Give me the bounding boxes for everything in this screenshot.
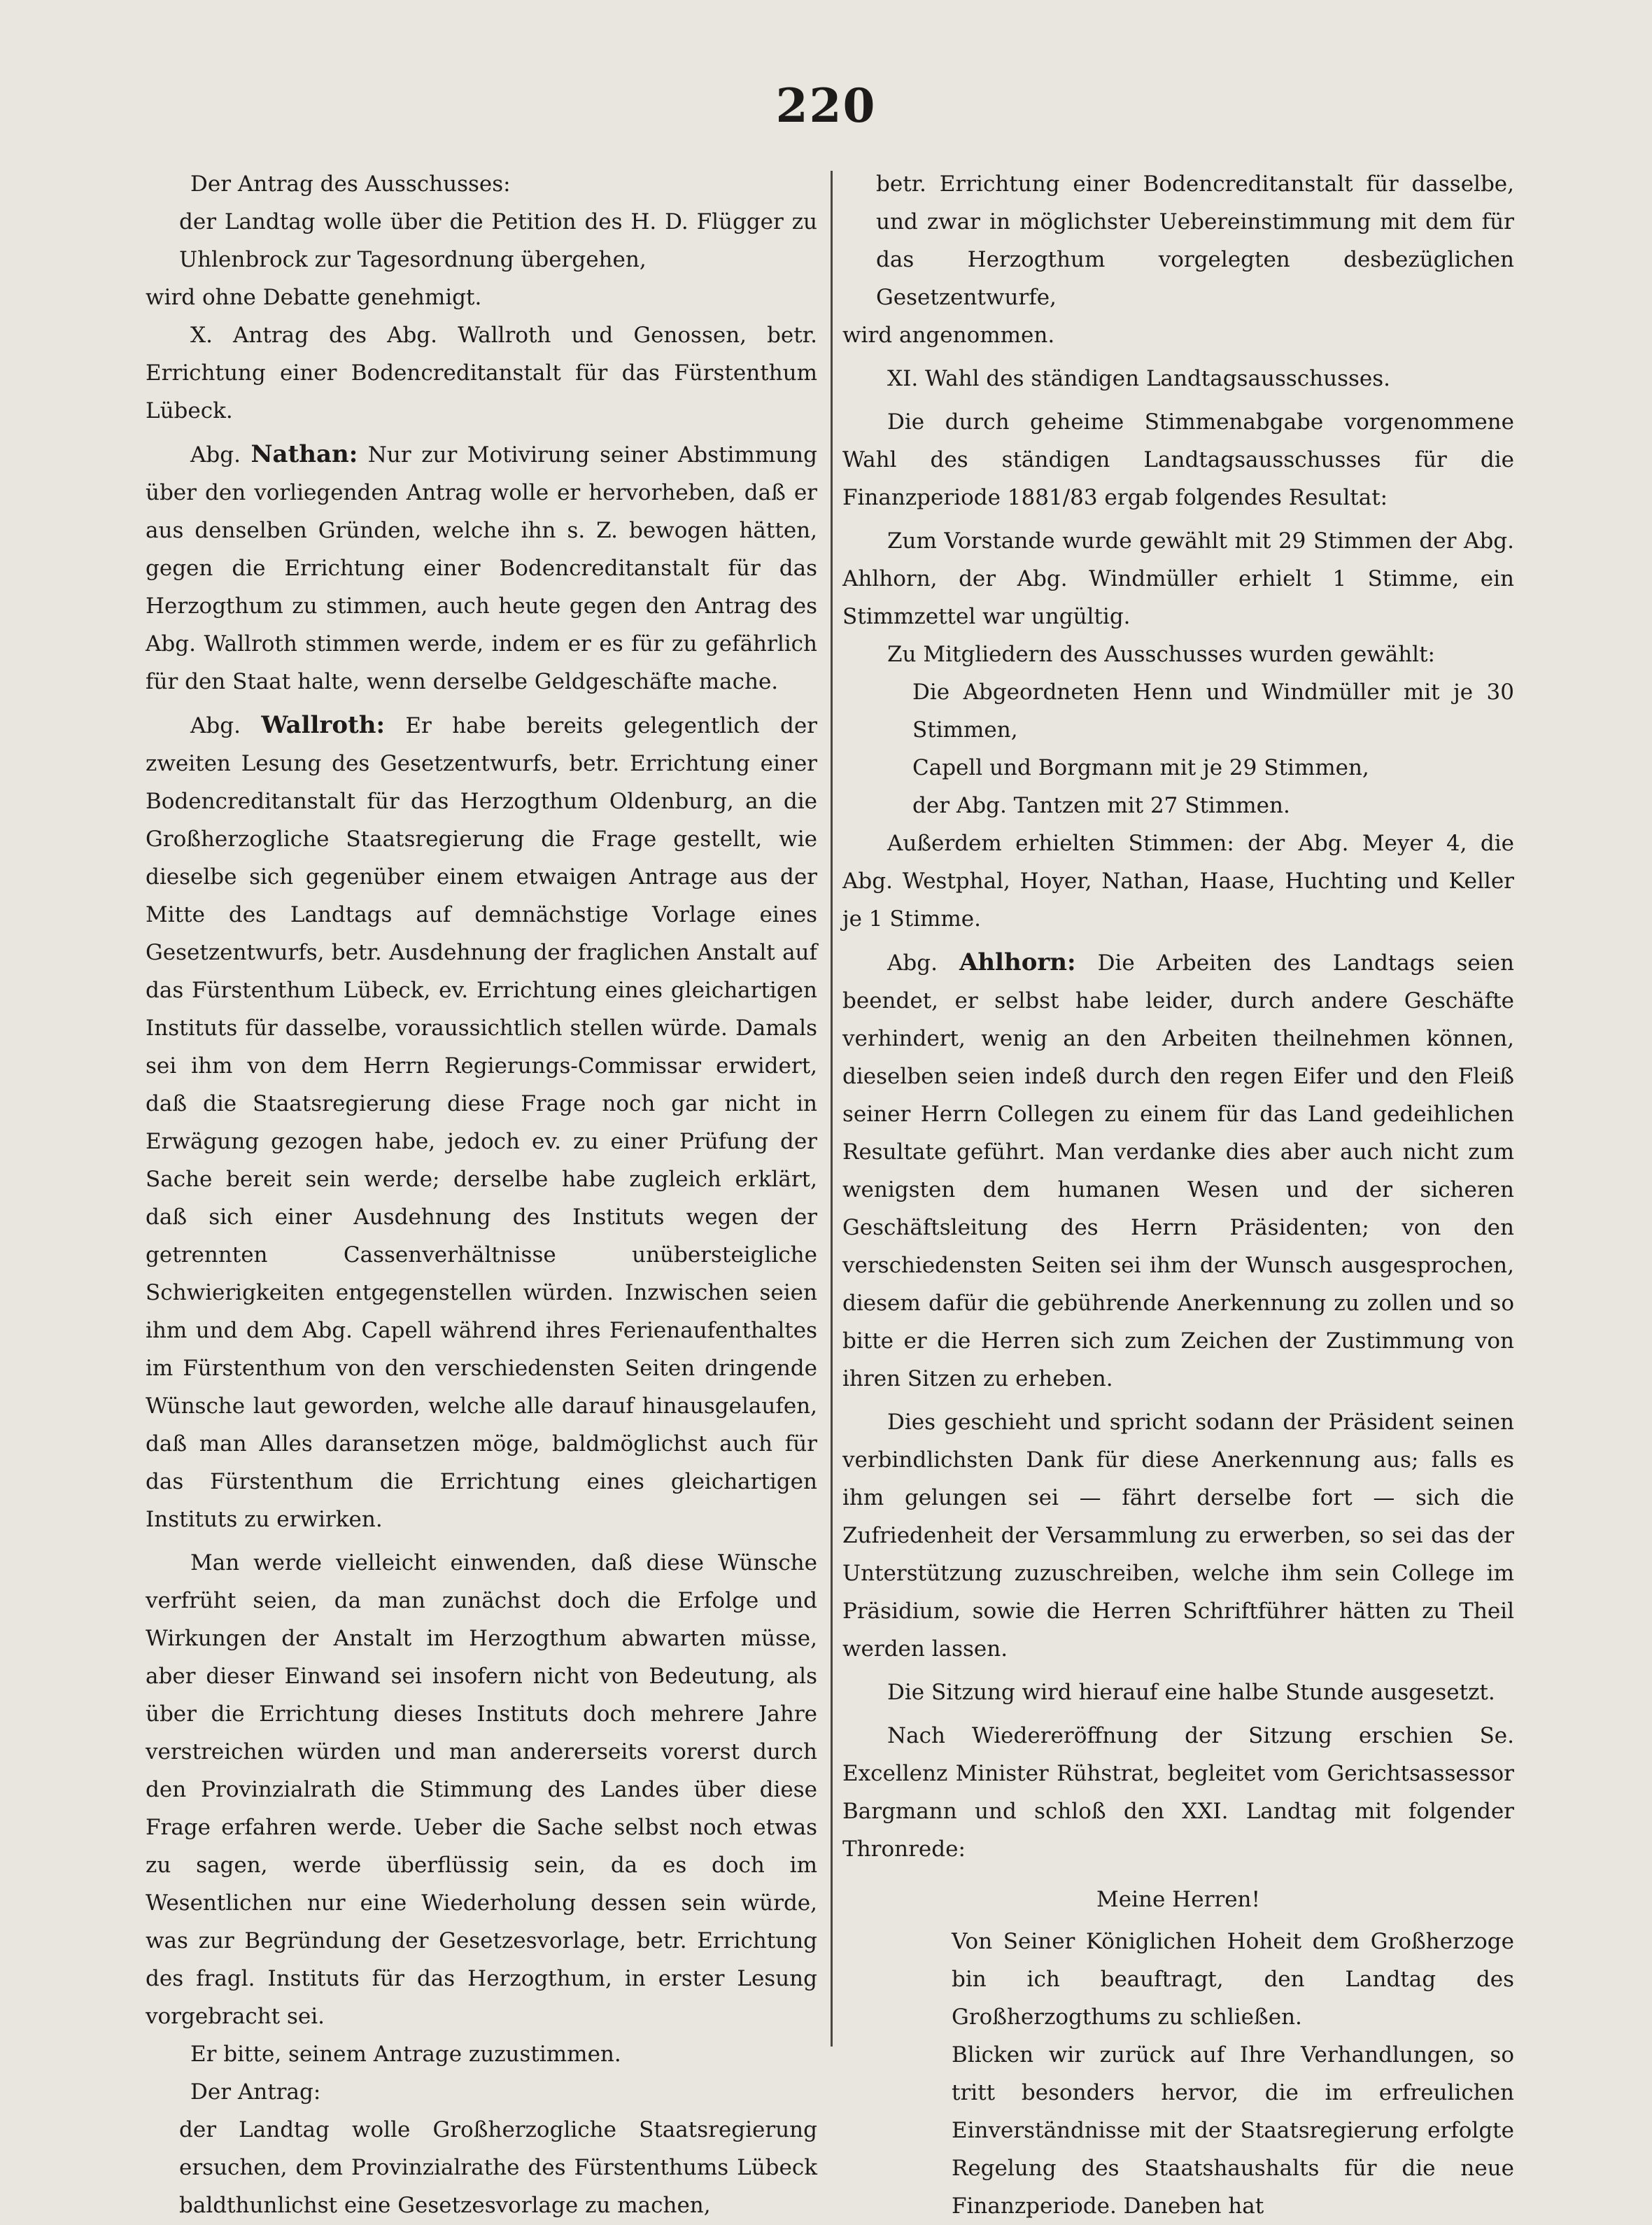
speaker-name: Ahlhorn:	[959, 948, 1076, 976]
speaker-prefix: Abg.	[887, 950, 938, 976]
agenda-item-xi: XI. Wahl des ständigen Landtagsausschusses.	[887, 366, 1390, 391]
paragraph: Von Seiner Königlichen Hoheit dem Großherzoge bin ich beauftragt, den Landtag des Großherzogthums zu schließen.	[952, 1929, 1514, 2030]
paragraph: Blicken wir zurück auf Ihre Verhandlungen, so tritt besonders hervor, die im erfreulichen Einverständnisse mit der Staatsregierung erfolgte Regelung des Staatshaushalts für die neue Finanzperiode. Daneben hat	[952, 2042, 1514, 2219]
page-number: 220	[775, 78, 877, 133]
speech-text: Er habe bereits gelegentlich der zweiten Lesung des Gesetzentwurfs, betr. Errichtung einer Bodencreditanstalt für das Herzogthum Oldenburg, an die Großherzogliche Staatsregierung die Frage gestellt, wie dieselbe sich gegenüber einem etwaigen Antrage aus der Mitte des Landtags auf demnächstige Vorlage eines Gesetzentwurfs, betr. Ausdehnung der fraglichen Anstalt auf das Fürstenthum Lübeck, ev. Errichtung eines gleichartigen Instituts für dasselbe, voraussichtlich stellen würde. Damals sei ihm von dem Herrn Regierungs-Commissar erwidert, daß die Staatsregierung diese Frage noch gar nicht in Erwägung gezogen habe, jedoch ev. zu einer Prüfung der Sache bereit sein werde; derselbe habe zugleich erklärt, daß sich einer Ausdehnung des Instituts wegen der getrennten Cassenverhältnisse unübersteigliche Schwierigkeiten entgegenstellen würden. Inzwischen seien ihm und dem Abg. Capell während ihres Ferienaufenthaltes im Fürstenthum von den verschiedensten Seiten dringende Wünsche laut geworden, welche alle darauf hinausgelaufen, daß man Alles daransetzen möge, baldmöglichst auch für das Fürstenthum die Errichtung eines gleichartigen Instituts zu erwirken.	[146, 713, 817, 1532]
paragraph: Capell und Borgmann mit je 29 Stimmen,	[912, 755, 1369, 780]
paragraph	[842, 943, 1514, 1398]
speaker-name: Wallroth:	[261, 711, 386, 739]
paragraph: Dies geschieht und spricht sodann der Präsident seinen verbindlichsten Dank für diese Anerkennung aus; falls es ihm gelungen sei — fährt derselbe fort — sich die Zufriedenheit der Versammlung zu erwerben, so sei das der Unterstützung zuzuschreiben, welche ihm sein College im Präsidium, sowie die Herren Schriftführer hätten zu Theil werden lassen.	[842, 1410, 1514, 1662]
paragraph: der Landtag wolle Großherzogliche Staatsregierung ersuchen, dem Provinzialrathe des Fürstenthums Lübeck baldthunlichst eine Gesetzesvorlage zu machen,	[179, 2117, 817, 2218]
paragraph: der Abg. Tantzen mit 27 Stimmen.	[912, 793, 1290, 818]
right-column	[842, 165, 1514, 2225]
paragraph: Der Antrag:	[190, 2079, 321, 2105]
speech-text: Nur zur Motivirung seiner Abstimmung über den vorliegenden Antrag wolle er hervorheben, daß er aus denselben Gründen, welche ihn s. Z. bewogen hätten, gegen die Errichtung einer Bodencreditanstalt für das Herzogthum zu stimmen, auch heute gegen den Antrag des Abg. Wallroth stimmen werde, indem er es für zu gefährlich für den Staat halte, wenn derselbe Geldgeschäfte mache.	[146, 442, 817, 694]
speaker-prefix: Abg.	[190, 442, 241, 468]
speaker-prefix: Abg.	[190, 713, 241, 738]
paragraph: der Landtag wolle über die Petition des H. D. Flügger zu Uhlenbrock zur Tagesordnung übergehen,	[179, 209, 817, 272]
paragraph: Nach Wiedereröffnung der Sitzung erschien Se. Excellenz Minister Rühstrat, begleitet vom Gerichtsassessor Bargmann und schloß den XXI. Landtag mit folgender Thronrede:	[842, 1723, 1514, 1862]
paragraph	[146, 706, 817, 1538]
paragraph: Außerdem erhielten Stimmen: der Abg. Meyer 4, die Abg. Westphal, Hoyer, Nathan, Haase, Huchting und Keller je 1 Stimme.	[842, 831, 1514, 932]
paragraph: betr. Errichtung einer Bodencreditanstalt für dasselbe, und zwar in möglichster Uebereinstimmung mit dem für das Herzogthum vorgelegten desbezüglichen Gesetzentwurfe,	[876, 171, 1514, 310]
column-divider	[831, 171, 833, 2047]
paragraph: Die Sitzung wird hierauf eine halbe Stunde ausgesetzt.	[887, 1680, 1495, 1705]
speaker-name: Nathan:	[250, 440, 358, 468]
paragraph: Die durch geheime Stimmenabgabe vorgenommene Wahl des ständigen Landtagsausschusses für die Finanzperiode 1881/83 ergab folgendes Resultat:	[842, 409, 1514, 510]
paragraph: Zum Vorstande wurde gewählt mit 29 Stimmen der Abg. Ahlhorn, der Abg. Windmüller erhielt 1 Stimme, ein Stimmzettel war ungültig.	[842, 528, 1514, 629]
paragraph: Die Abgeordneten Henn und Windmüller mit je 30 Stimmen,	[912, 680, 1514, 743]
paragraph: Er bitte, seinem Antrage zuzustimmen.	[190, 2042, 621, 2067]
paragraph	[146, 435, 817, 701]
paragraph: Zu Mitgliedern des Ausschusses wurden gewählt:	[887, 642, 1435, 667]
paragraph: wird ohne Debatte genehmigt.	[146, 285, 482, 310]
speech-salutation: Meine Herren!	[1096, 1887, 1260, 1912]
left-column	[146, 165, 817, 2224]
speech-text: Die Arbeiten des Landtags seien beendet, er selbst habe leider, durch andere Geschäfte verhindert, wenig an den Arbeiten theilnehmen können, dieselben seien indeß durch den regen Eifer und den Fleiß seiner Herrn Collegen zu einem für das Land gedeihlichen Resultate geführt. Man verdanke dies aber auch nicht zum wenigsten dem humanen Wesen und der sicheren Geschäftsleitung des Herrn Präsidenten; von den verschiedensten Seiten sei ihm der Wunsch ausgesprochen, diesem dafür die gebührende Anerkennung zu zollen und so bitte er die Herren sich zum Zeichen der Zustimmung von ihren Sitzen zu erheben.	[842, 950, 1514, 1391]
agenda-item-x: X. Antrag des Abg. Wallroth und Genossen, betr. Errichtung einer Bodencreditanstalt für das Fürstenthum Lübeck.	[146, 323, 817, 423]
paragraph: wird angenommen.	[842, 323, 1055, 348]
paragraph: Der Antrag des Ausschusses:	[190, 171, 511, 197]
paragraph: Man werde vielleicht einwenden, daß diese Wünsche verfrüht seien, da man zunächst doch die Erfolge und Wirkungen der Anstalt im Herzogthum abwarten müsse, aber dieser Einwand sei insofern nicht von Bedeutung, als über die Errichtung dieses Instituts doch mehrere Jahre verstreichen würden und man andererseits vorerst durch den Provinzialrath die Stimmung des Landes über diese Frage erfahren werde. Ueber die Sache selbst noch etwas zu sagen, werde überflüssig sein, da es doch im Wesentlichen nur eine Wiederholung dessen sein würde, was zur Begründung der Gesetzesvorlage, betr. Errichtung des fragl. Instituts für das Herzogthum, in erster Lesung vorgebracht sei.	[146, 1550, 817, 2029]
